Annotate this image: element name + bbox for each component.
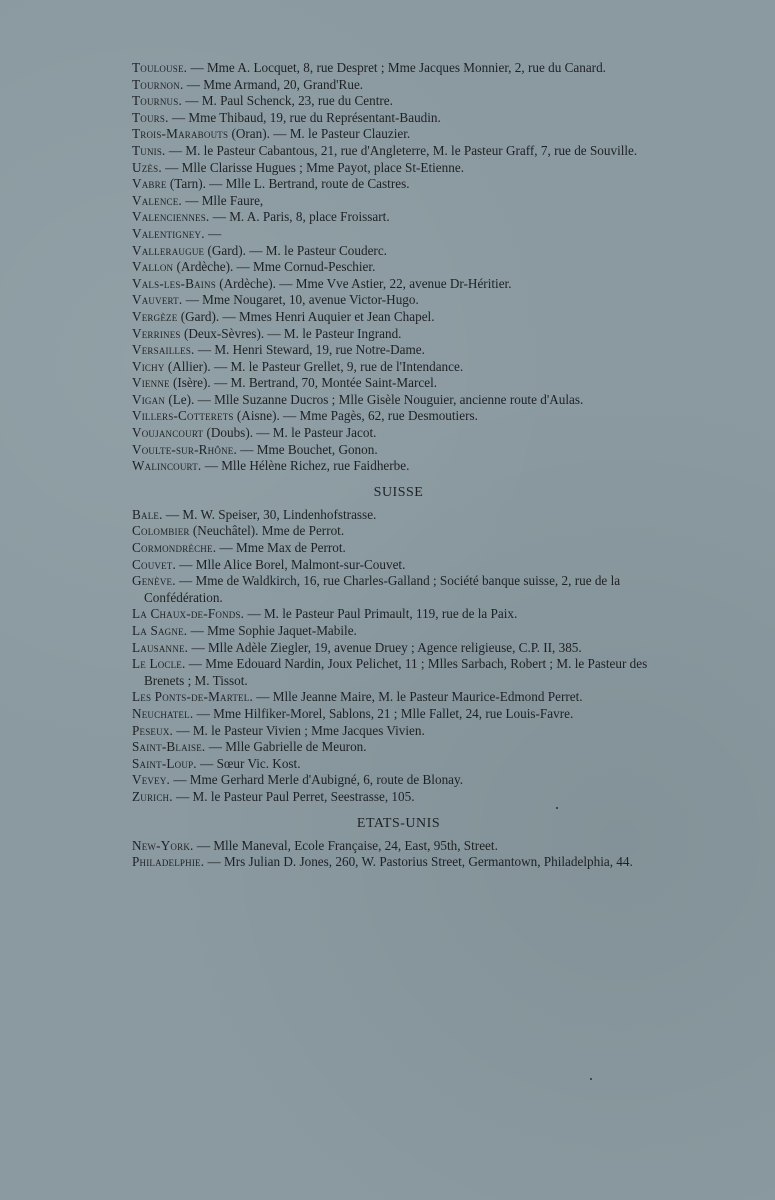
entry-details: — Mlle Gabrielle de Meuron. — [205, 739, 367, 755]
directory-entry — [132, 359, 665, 376]
entry-details: — M. A. Paris, 8, place Froissart. — [209, 209, 390, 225]
entry-details: — Mme A. Locquet, 8, rue Despret ; Mme Jacques Monnier, 2, rue du Canard. — [187, 60, 606, 75]
directory-entry — [132, 126, 665, 143]
place-name: Tournon. — [132, 76, 184, 92]
entry-details: (Tarn). — Mlle L. Bertrand, route de Castres. — [166, 176, 410, 192]
entry-details: (Ardèche). — Mme Cornud-Peschier. — [173, 259, 376, 275]
directory-entry — [132, 60, 665, 77]
directory-entry — [132, 540, 665, 557]
entry-details: — M. W. Speiser, 30, Lindenhofstrasse. — [162, 506, 377, 522]
directory-entry — [132, 706, 665, 723]
entry-details: (Aisne). — Mme Pagès, 62, rue Desmoutiers. — [233, 408, 478, 424]
place-name: Voulte-sur-Rhône. — [132, 441, 237, 457]
entry-details: — M. Henri Steward, 19, rue Notre-Dame. — [194, 342, 425, 358]
directory-entry — [132, 838, 665, 855]
directory-entry — [132, 243, 665, 260]
directory-entry — [132, 93, 665, 110]
section-heading-etats-unis: ETATS-UNIS — [356, 815, 441, 831]
place-name: Uzès. — [132, 159, 162, 175]
entry-details: (Gard). — Mmes Henri Auquier et Jean Chapel. — [177, 308, 435, 324]
directory-entry — [132, 458, 665, 475]
directory-entry — [132, 425, 665, 442]
entry-details: — Mme Max de Perrot. — [216, 540, 346, 556]
place-name: Neuchatel. — [132, 705, 194, 721]
directory-entry — [132, 756, 665, 773]
directory-entry — [132, 623, 665, 640]
place-name: Colombier — [132, 523, 190, 539]
entry-details: — Mme Bouchet, Gonon. — [236, 441, 378, 457]
directory-entry — [132, 392, 665, 409]
entry-details: — Mlle Faure, — [181, 192, 264, 208]
directory-entry — [132, 789, 665, 806]
entry-details: — M. le Pasteur Cabantous, 21, rue d'Angleterre, M. le Pasteur Graff, 7, rue de Souville. — [165, 142, 638, 158]
directory-entry — [132, 77, 665, 94]
place-name: Lausanne. — [132, 639, 189, 655]
directory-entry — [132, 606, 665, 623]
entry-details: — Sœur Vic. Kost. — [196, 755, 301, 771]
place-name: La Chaux-de-Fonds. — [132, 606, 245, 622]
place-name: Valenciennes. — [132, 209, 210, 225]
entry-details: — Mme Edouard Nardin, Joux Pelichet, 11 ; Mlles Sarbach, Robert ; M. le Pasteur des Brenets ; M. Tissot. — [144, 656, 648, 688]
place-name: Cormondrèche. — [132, 540, 217, 556]
entry-details: — Mlle Hélène Richez, rue Faidherbe. — [201, 458, 410, 474]
entry-details: — Mlle Maneval, Ecole Française, 24, East, 95th, Street. — [193, 837, 498, 853]
entry-details: — Mlle Clarisse Hugues ; Mme Payot, place St-Etienne. — [161, 159, 464, 175]
place-name: Valleraugue — [132, 242, 205, 258]
place-name: Voujancourt — [132, 425, 204, 441]
place-name: Trois-Marabouts — [132, 126, 229, 142]
entry-details: — Mlle Alice Borel, Malmont-sur-Couvet. — [176, 556, 406, 572]
entry-details: — Mme Hilfiker-Morel, Sablons, 21 ; Mlle Fallet, 24, rue Louis-Favre. — [193, 705, 574, 721]
place-name: Tournus. — [132, 93, 182, 109]
directory-entry — [132, 640, 665, 657]
paper-speck — [556, 807, 558, 809]
directory-entry — [132, 160, 665, 177]
entry-details: — Mme Nougaret, 10, avenue Victor-Hugo. — [182, 292, 419, 308]
directory-entry — [132, 143, 665, 160]
directory-entry — [132, 689, 665, 706]
place-name: Peseux. — [132, 722, 174, 738]
directory-entry — [132, 110, 665, 127]
section-heading-suisse: SUISSE — [373, 484, 424, 500]
place-name: Vergèze — [132, 308, 178, 324]
directory-entry — [132, 259, 665, 276]
directory-entry — [132, 326, 665, 343]
directory-entry — [132, 276, 665, 293]
directory-entry — [132, 375, 665, 392]
entry-details: (Deux-Sèvres). — M. le Pasteur Ingrand. — [180, 325, 402, 341]
entry-details: (Ardèche). — Mme Vve Astier, 22, avenue Dr-Héritier. — [215, 275, 512, 291]
entry-details: — Mme de Waldkirch, 16, rue Charles-Galland ; Société banque suisse, 2, rue de la Confédération. — [144, 573, 621, 605]
place-name: Bale. — [132, 506, 163, 522]
place-name: Vauvert. — [132, 292, 183, 308]
place-name: Vichy — [132, 358, 165, 374]
place-name: Valence. — [132, 192, 182, 208]
place-name: Tunis. — [132, 142, 166, 158]
place-name: Vigan — [132, 391, 166, 407]
directory-entry — [132, 523, 665, 540]
directory-entry — [132, 342, 665, 359]
place-name: Vallon — [132, 259, 174, 275]
directory-entry — [132, 854, 665, 871]
place-name: Valentigney. — [132, 225, 205, 241]
directory-entry — [132, 193, 665, 210]
directory-entry — [132, 176, 665, 193]
entry-details: — Mme Sophie Jaquet-Mabile. — [187, 623, 357, 638]
place-name: Zurich. — [132, 788, 173, 804]
entry-details: (Le). — Mlle Suzanne Ducros ; Mlle Gisèle Nouguier, ancienne route d'Aulas. — [165, 391, 584, 407]
place-name: Saint-Loup. — [132, 755, 197, 771]
place-name: Genève. — [132, 573, 176, 589]
directory-entry — [132, 209, 665, 226]
entry-details: — M. le Pasteur Vivien ; Mme Jacques Vivien. — [173, 722, 425, 738]
entry-details: — Mme Gerhard Merle d'Aubigné, 6, route de Blonay. — [170, 772, 464, 788]
directory-entry — [132, 226, 665, 243]
entry-details: (Oran). — M. le Pasteur Clauzier. — [228, 126, 411, 142]
entry-details: — Mme Armand, 20, Grand'Rue. — [183, 76, 364, 92]
entry-details: — Mlle Jeanne Maire, M. le Pasteur Maurice-Edmond Perret. — [252, 689, 583, 705]
entry-details: (Gard). — M. le Pasteur Couderc. — [204, 242, 387, 258]
france-directory — [132, 60, 665, 475]
directory-entry — [132, 292, 665, 309]
directory-entry — [132, 408, 665, 425]
place-name: Vals-les-Bains — [132, 275, 216, 291]
directory-entry — [132, 557, 665, 574]
directory-entry — [132, 772, 665, 789]
place-name: Villers-Cotterets — [132, 408, 234, 424]
entry-details: — Mme Thibaud, 19, rue du Représentant-Baudin. — [168, 109, 441, 125]
directory-entry — [132, 573, 665, 606]
directory-entry — [132, 656, 665, 689]
entry-details: — M. le Pasteur Paul Perret, Seestrasse, 105. — [172, 788, 415, 804]
place-name: Couvet. — [132, 556, 176, 572]
place-name: Les Ponts-de-Martel. — [132, 689, 253, 705]
directory-entry — [132, 739, 665, 756]
place-name: Le Locle. — [132, 656, 186, 672]
entry-details: — Mrs Julian D. Jones, 260, W. Pastorius Street, Germantown, Philadelphia, 44. — [204, 854, 633, 870]
entry-details: (Doubs). — M. le Pasteur Jacot. — [203, 425, 377, 441]
etats-unis-directory — [132, 838, 665, 871]
entry-details: — — [204, 225, 222, 241]
place-name: La Sagne. — [132, 623, 188, 638]
place-name: Philadelphie. — [132, 854, 205, 870]
place-name: Verrines — [132, 325, 181, 341]
entry-details: (Allier). — M. le Pasteur Grellet, 9, rue de l'Intendance. — [164, 358, 464, 374]
place-name: Walincourt. — [132, 458, 202, 474]
entry-details: — Mlle Adèle Ziegler, 19, avenue Druey ; Agence religieuse, C.P. II, 385. — [188, 639, 582, 655]
place-name: Tours. — [132, 109, 169, 125]
directory-entry — [132, 507, 665, 524]
suisse-directory — [132, 507, 665, 806]
place-name: New-York. — [132, 837, 194, 853]
place-name: Vevey. — [132, 772, 171, 788]
entry-details: — M. Paul Schenck, 23, rue du Centre. — [181, 93, 393, 109]
paper-speck — [590, 1078, 592, 1080]
place-name: Vabre — [132, 176, 167, 192]
place-name: Saint-Blaise. — [132, 739, 206, 755]
entry-details: — M. le Pasteur Paul Primault, 119, rue de la Paix. — [244, 606, 518, 622]
place-name: Versailles. — [132, 342, 195, 358]
directory-entry — [132, 442, 665, 459]
place-name: Toulouse. — [132, 60, 188, 75]
entry-details: (Isère). — M. Bertrand, 70, Montée Saint-Marcel. — [169, 375, 438, 391]
place-name: Vienne — [132, 375, 170, 391]
directory-entry — [132, 723, 665, 740]
directory-entry — [132, 309, 665, 326]
entry-details: (Neuchâtel). Mme de Perrot. — [189, 523, 345, 539]
